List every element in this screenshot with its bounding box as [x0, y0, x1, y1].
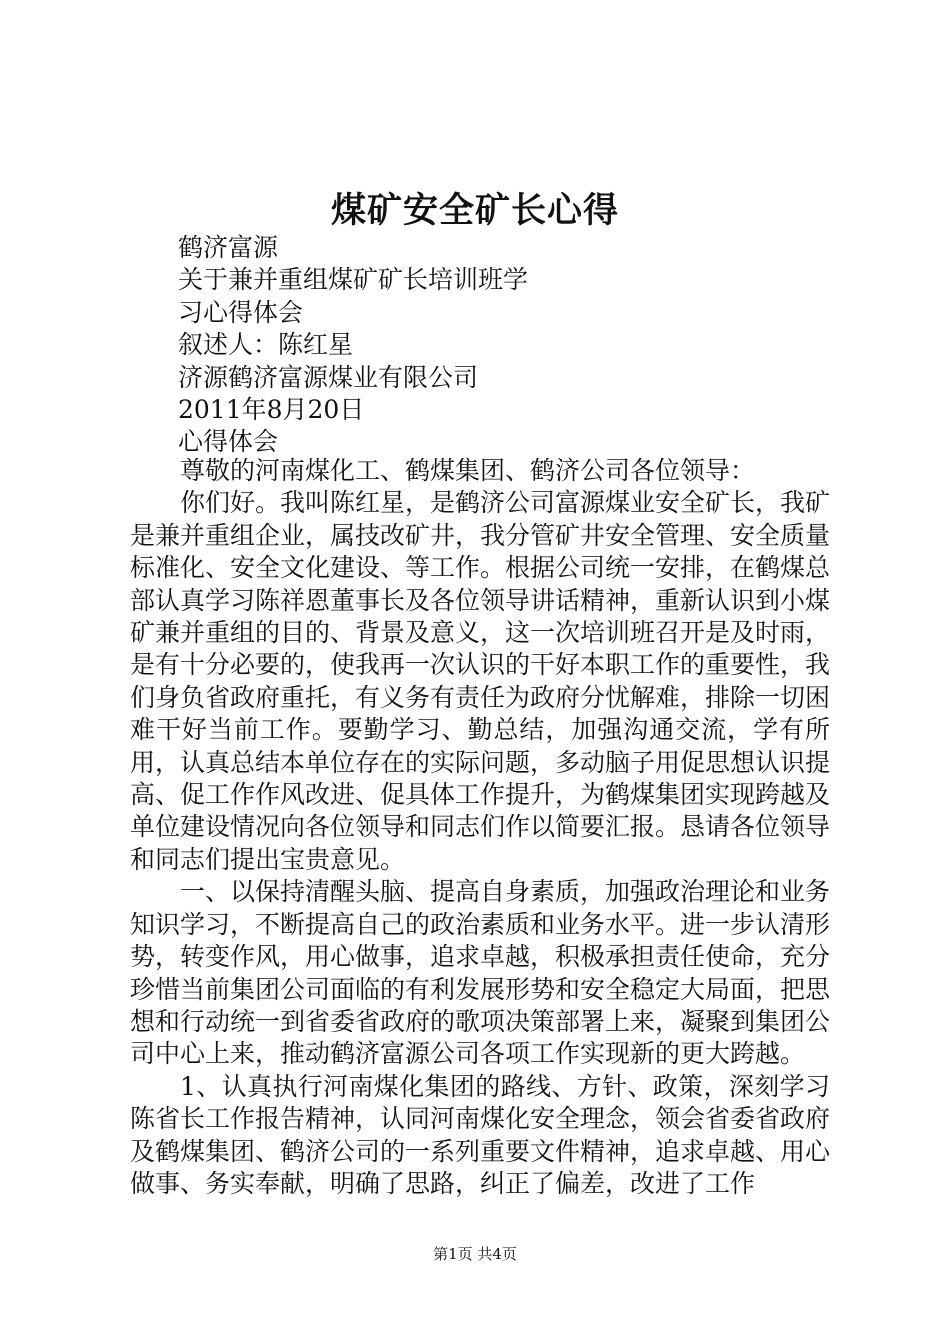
body-paragraph: 你们好。我叫陈红星，是鹤济公司富源煤业安全矿长，我矿是兼并重组企业，属技改矿井，我分管矿井安全管理、安全质量标准化、安全文化建设、等工作。根据公司统一安排，在鹤煤总部认真学习陈祥恩董事长及各位领导讲话精神，重新认识到小煤矿兼并重组的目的、背景及意义，这一次培训班召开是及时雨，是有十分必要的，使我再一次认识的干好本职工作的重要性，我们身负省政府重托，有义务有责任为政府分忧解难，排除一切困难干好当前工作。要勤学习、勤总结，加强沟通交流，学有所用，认真总结本单位存在的实际问题，多动脑子用促思想认识提高、促工作作风改进、促具体工作提升，为鹤煤集团实现跨越及单位建设情况向各位领导和同志们作以简要汇报。恳请各位领导和同志们提出宝贵意见。: [130, 488, 831, 874]
meta-line: 济源鹤济富源煤业有限公司: [178, 362, 479, 392]
body-paragraph: 尊敬的河南煤化工、鹤煤集团、鹤济公司各位领导：: [180, 456, 756, 485]
body-paragraph: 1、认真执行河南煤化集团的路线、方针、政策，深刻学习陈省长工作报告精神，认同河南煤化安全理念，领会省委省政府及鹤煤集团、鹤济公司的一系列重要文件精神，追求卓越、用心做事、务实奉献，明确了思路，纠正了偏差，改进了工作: [130, 1071, 831, 1198]
meta-line: 叙述人：陈红星: [178, 330, 354, 360]
body-paragraph: 一、以保持清醒头脑、提高自身素质，加强政治理论和业务知识学习，不断提高自己的政治素质和业务水平。进一步认清形势，转变作风，用心做事，追求卓越，积极承担责任使命，充分珍惜当前集团公司面临的有利发展形势和安全稳定大局面，把思想和行动统一到省委省政府的歌项决策部署上来，凝聚到集团公司中心上来，推动鹤济富源公司各项工作实现新的更大跨越。: [130, 877, 831, 1069]
meta-line: 鹤济富源: [178, 233, 279, 262]
page-footer: 第1页 共4页: [433, 1245, 517, 1263]
document-title: 煤矿安全矿长心得: [330, 191, 619, 231]
document-body: [130, 455, 830, 1200]
meta-line: 心得体会: [178, 427, 279, 457]
meta-line: 习心得体会: [178, 297, 304, 327]
meta-line: 关于兼并重组煤矿矿长培训班学: [178, 265, 529, 295]
document-meta: [178, 232, 528, 459]
meta-line: 2011年8月20日: [178, 395, 365, 425]
